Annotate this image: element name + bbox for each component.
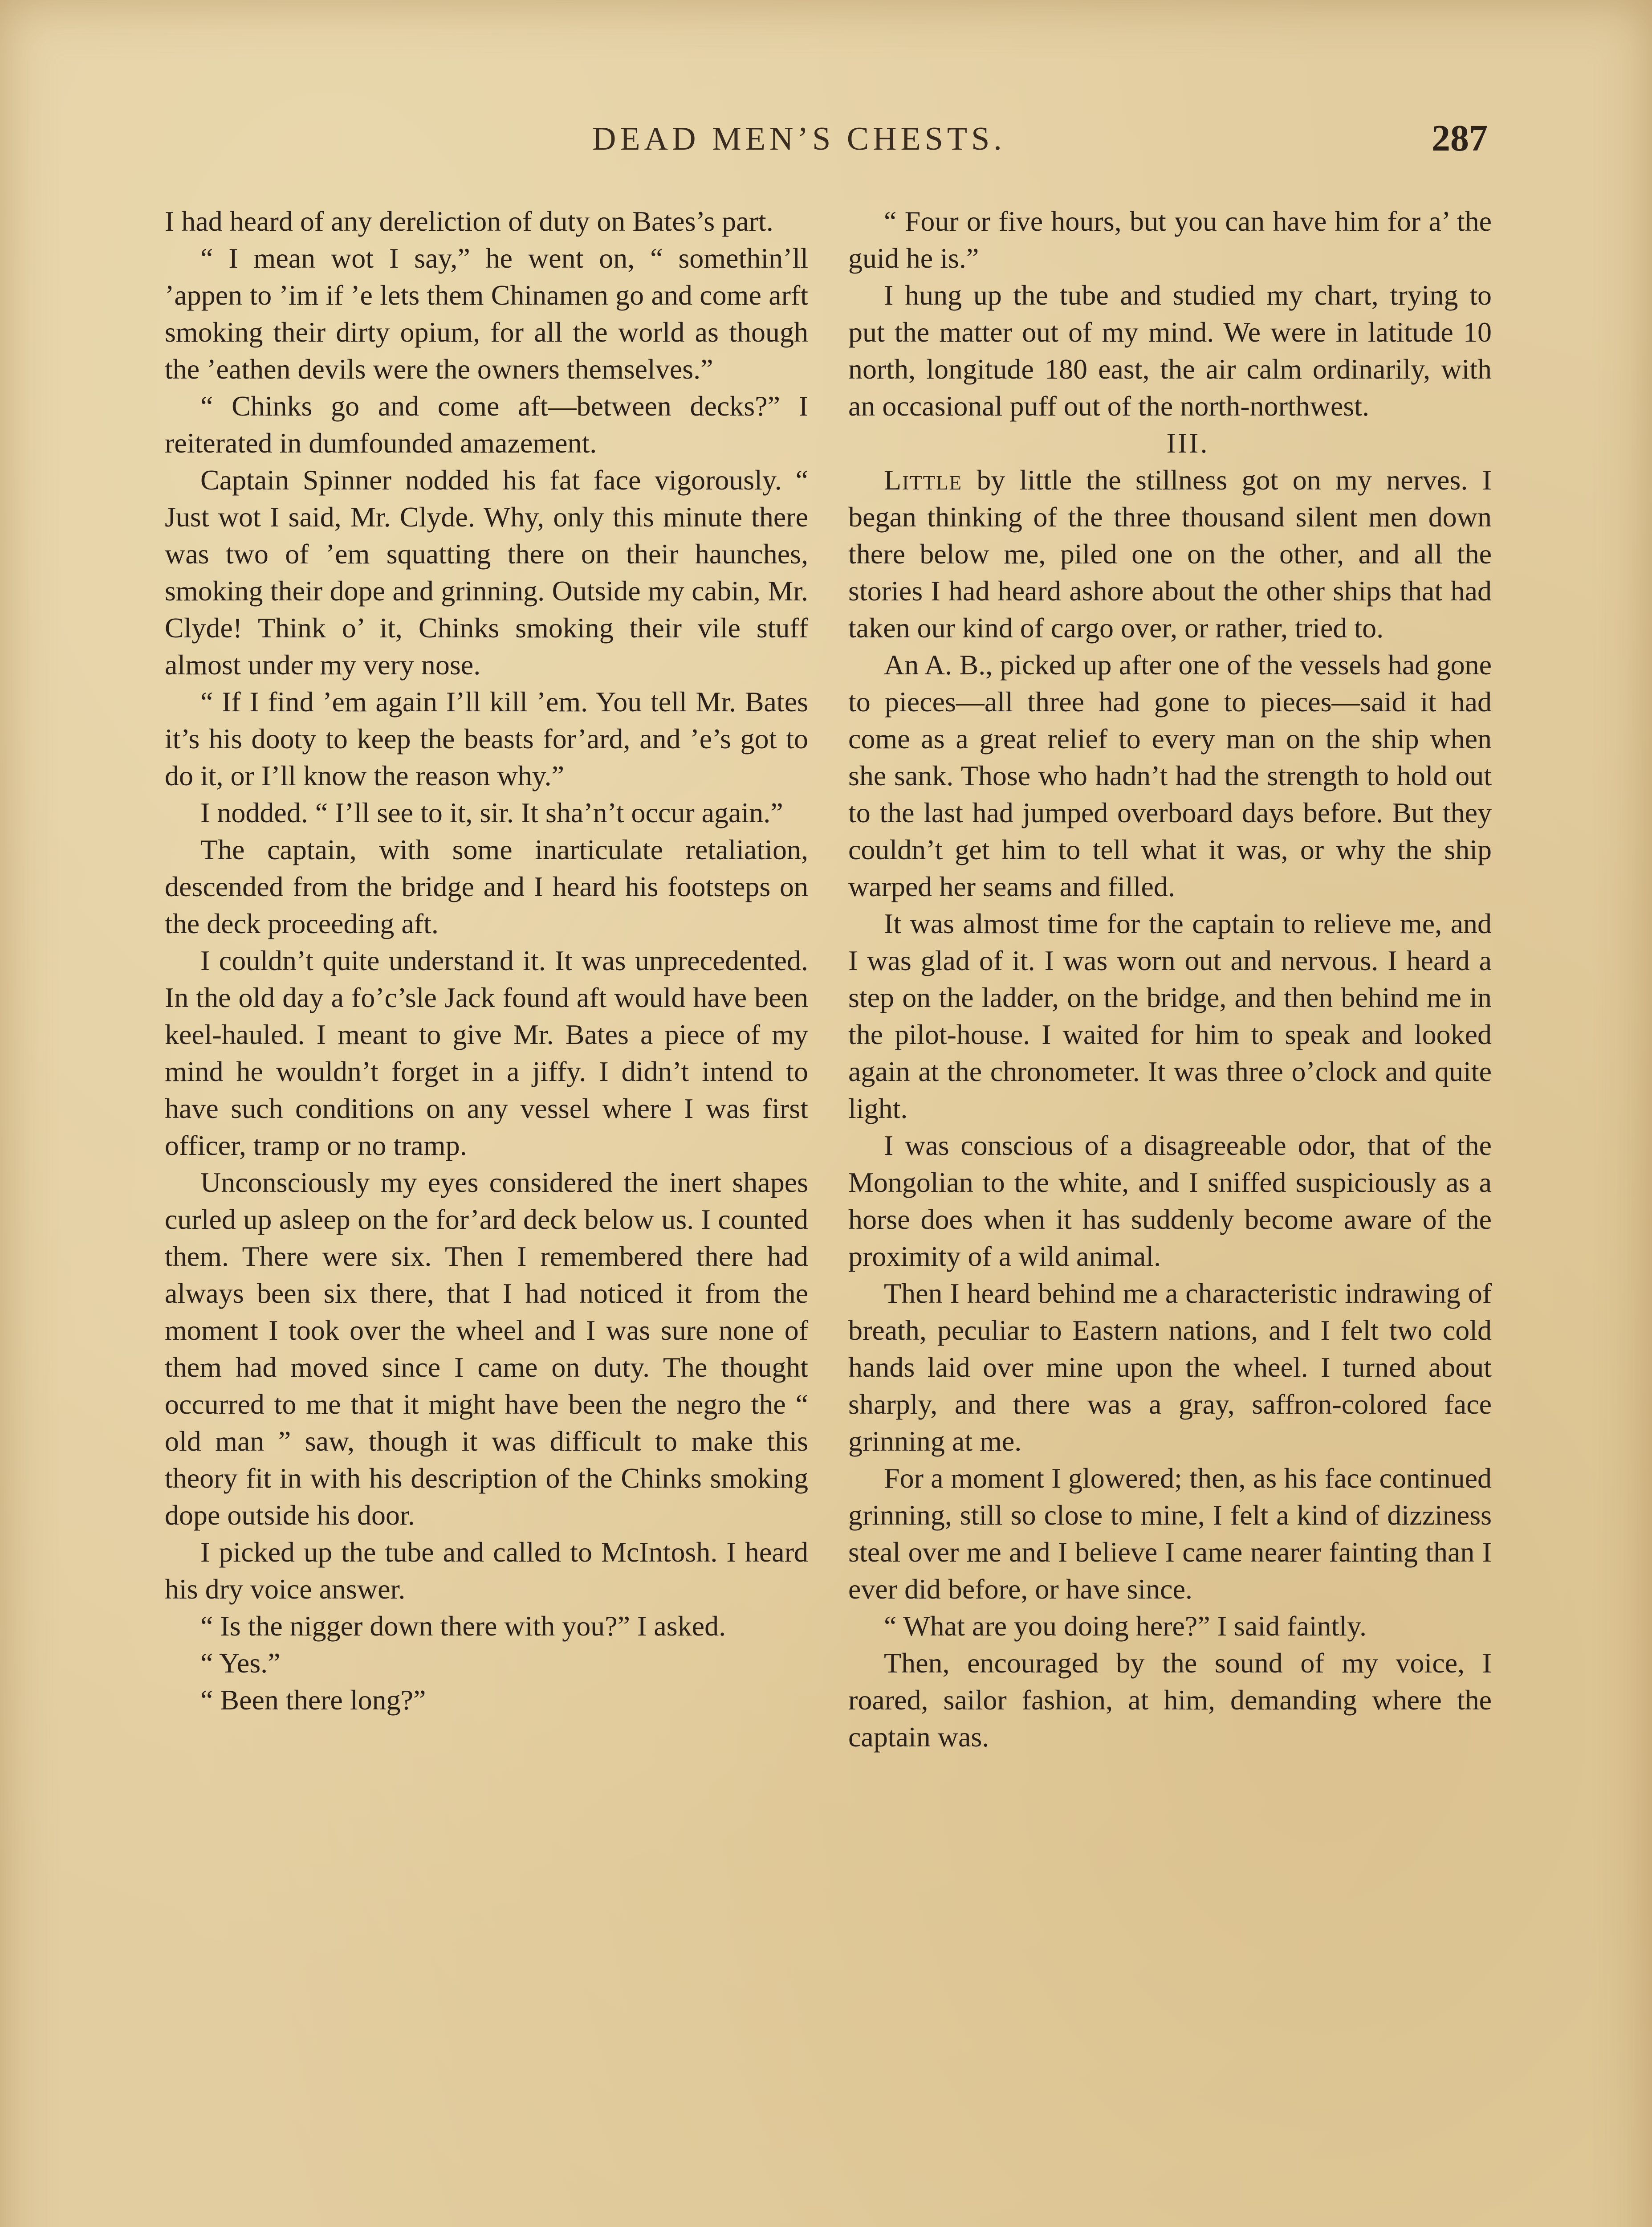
paragraph: “ What are you doing here?” I said faintly. bbox=[884, 1610, 1367, 1642]
paragraph: “ Yes.” bbox=[200, 1647, 281, 1679]
paragraph: I hung up the tube and studied my chart, trying to put the matter out of my mind. We were in latitude 10 north, longitude 180 east, the air calm ordinarily, with an occasional puff out of the north-northwest. bbox=[848, 279, 1492, 422]
running-title: DEAD MEN’S CHESTS. bbox=[592, 121, 1006, 157]
section-heading: III. bbox=[1166, 427, 1209, 459]
page-number: 287 bbox=[1432, 118, 1488, 159]
paragraph: The captain, with some inarticulate retaliation, descended from the bridge and I heard his footsteps on the deck proceeding aft. bbox=[165, 834, 808, 939]
paragraph: Unconsciously my eyes considered the inert shapes curled up asleep on the for’ard deck below us. I counted them. There were six. Then I remembered there had always been six there, that I had noticed it from the moment I took over the wheel and I was sure none of them had moved since I came on duty. The thought occurred to me that it might have been the negro the “ old man ” saw, though it was difficult to make this theory fit in with his description of the Chinks smoking dope outside his door. bbox=[165, 1167, 808, 1531]
left-column bbox=[165, 203, 808, 1718]
paragraph-text: by little the stillness got on my nerves. I began thinking of the three thousand silent men down there below me, piled one on the other, and all the stories I had heard ashore about the other ships that had taken our kind of cargo over, or rather, tried to. bbox=[848, 464, 1492, 644]
paragraph: “ Four or five hours, but you can have him for a’ the guid he is.” bbox=[848, 205, 1492, 274]
paragraph: I picked up the tube and called to McIntosh. I heard his dry voice answer. bbox=[165, 1536, 808, 1605]
paragraph: “ If I find ’em again I’ll kill ’em. You tell Mr. Bates it’s his dooty to keep the beasts for’ard, and ’e’s got to do it, or I’ll know the reason why.” bbox=[165, 686, 808, 791]
paragraph: “ Chinks go and come aft—between decks?” I reiterated in dumfounded amazement. bbox=[165, 390, 808, 459]
paragraph: “ Been there long?” bbox=[200, 1684, 426, 1716]
paragraph: I was conscious of a disagreeable odor, that of the Mongolian to the white, and I sniffed suspiciously as a horse does when it has suddenly become aware of the proximity of a wild animal. bbox=[848, 1130, 1492, 1272]
paragraph: Then I heard behind me a characteristic indrawing of breath, peculiar to Eastern nations, and I felt two cold hands laid over mine upon the wheel. I turned about sharply, and there was a gray, saffron-colored face grinning at me. bbox=[848, 1277, 1492, 1457]
paragraph: Then, encouraged by the sound of my voice, I roared, sailor fashion, at him, demanding where the captain was. bbox=[848, 1647, 1492, 1753]
paragraph: I couldn’t quite understand it. It was unprecedented. In the old day a fo’c’sle Jack found aft would have been keel-hauled. I meant to give Mr. Bates a piece of my mind he wouldn’t forget in a jiffy. I didn’t intend to have such conditions on any vessel where I was first officer, tramp or no tramp. bbox=[165, 945, 808, 1161]
paragraph: Captain Spinner nodded his fat face vigorously. “ Just wot I said, Mr. Clyde. Why, only this minute there was two of ’em squatting there on their haunches, smoking their dope and grinning. Outside my cabin, Mr. Clyde! Think o’ it, Chinks smoking their vile stuff almost under my very nose. bbox=[165, 464, 808, 681]
section-opening-paragraph bbox=[848, 461, 1492, 646]
paragraph: It was almost time for the captain to relieve me, and I was glad of it. I was worn out and nervous. I heard a step on the ladder, on the bridge, and then behind me in the pilot-house. I waited for him to speak and looked again at the chronometer. It was three o’clock and quite light. bbox=[848, 908, 1492, 1124]
paragraph: “ I mean wot I say,” he went on, “ somethin’ll ’appen to ’im if ’e lets them Chinamen go and come arft smoking their dirty opium, for all the world as though the ’eathen devils were the owners themselves.” bbox=[165, 242, 808, 385]
right-column bbox=[848, 203, 1492, 1755]
paragraph: “ Is the nigger down there with you?” I asked. bbox=[200, 1610, 726, 1642]
paragraph: An A. B., picked up after one of the vessels had gone to pieces—all three had gone to pieces—said it had come as a great relief to every man on the ship when she sank. Those who hadn’t had the strength to hold out to the last had jumped overboard days before. But they couldn’t get him to tell what it was, or why the ship warped her seams and filled. bbox=[848, 649, 1492, 902]
small-caps-opening-word: Little bbox=[884, 464, 963, 496]
paragraph: I nodded. “ I’ll see to it, sir. It sha’n’t occur again.” bbox=[200, 797, 783, 828]
paragraph: For a moment I glowered; then, as his face continued grinning, still so close to mine, I felt a kind of dizziness steal over me and I believe I came nearer fainting than I ever did before, or have since. bbox=[848, 1462, 1492, 1605]
paragraph: I had heard of any dereliction of duty on Bates’s part. bbox=[165, 205, 773, 237]
